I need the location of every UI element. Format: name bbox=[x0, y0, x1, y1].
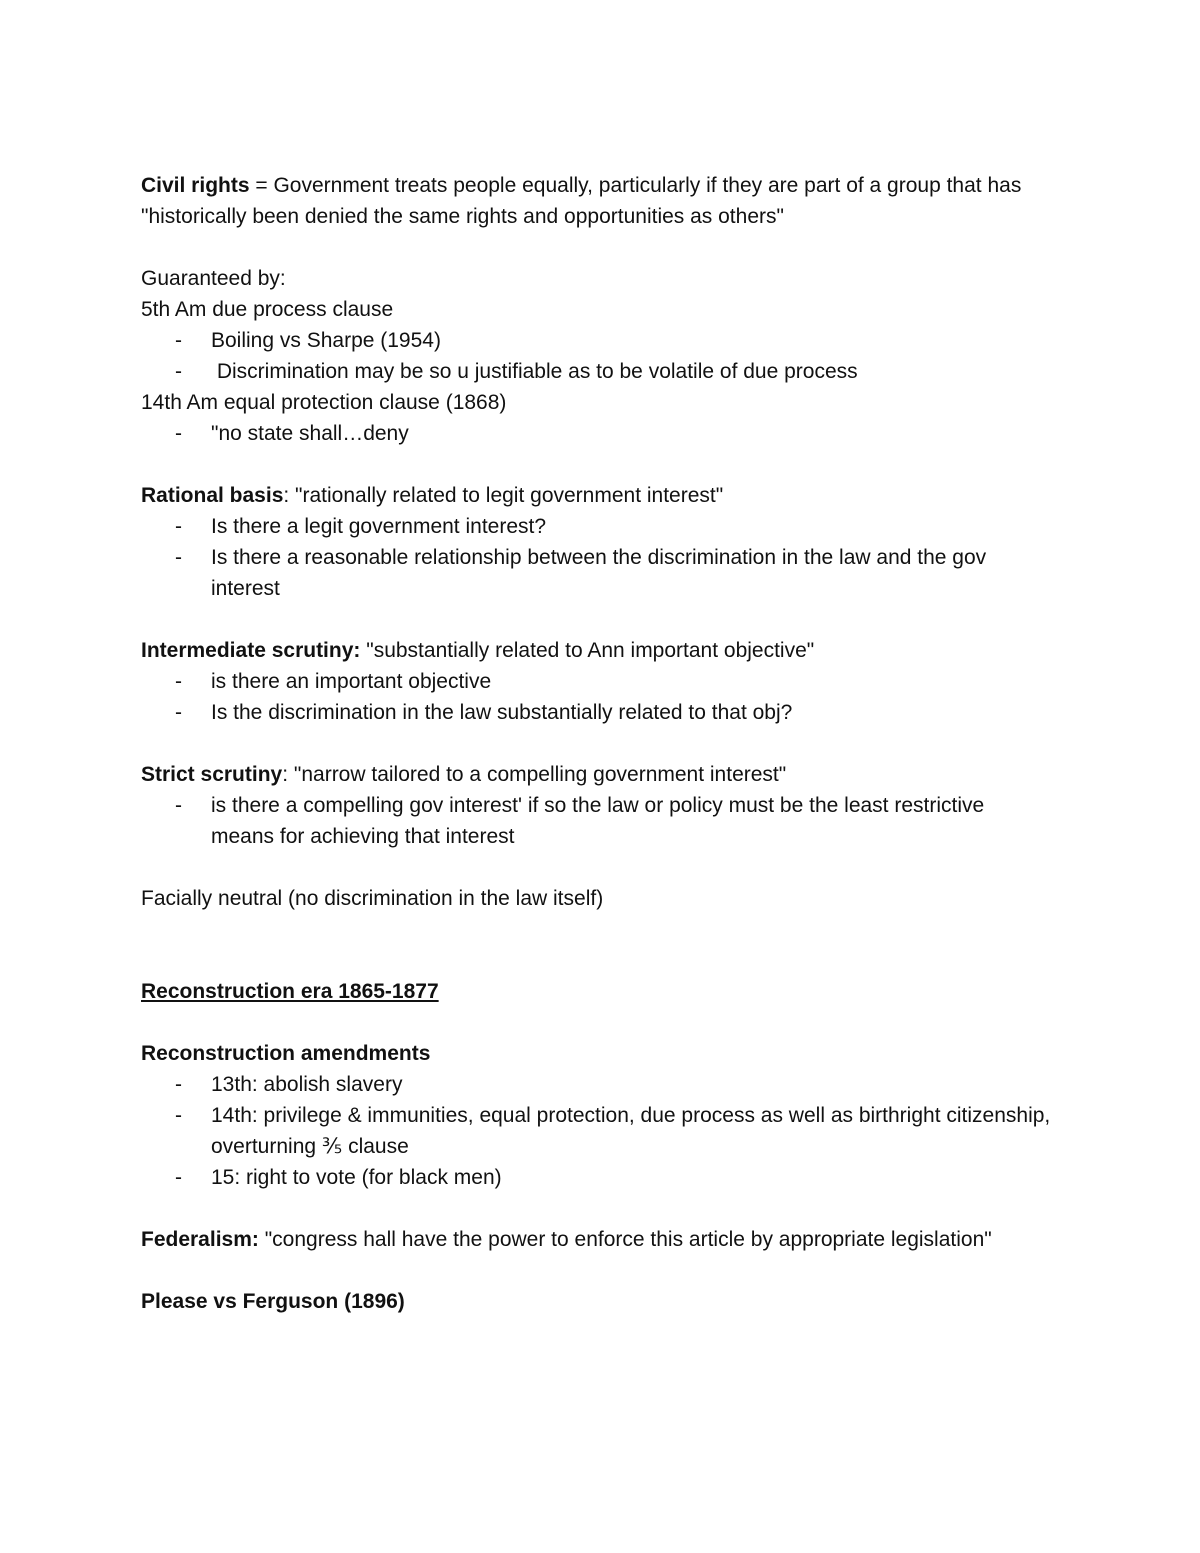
civil-rights-term: Civil rights bbox=[141, 174, 250, 197]
civil-rights-text: = Government treats people equally, particularly if they are part of a group that has "historically been denied the same rights and opportunities as others" bbox=[141, 174, 1028, 228]
bullet-dash: - bbox=[175, 360, 182, 383]
bullet-dash: - bbox=[175, 1104, 182, 1127]
guaranteed-heading: Guaranteed by: bbox=[141, 267, 286, 290]
strict-scrutiny-term: Strict scrutiny bbox=[141, 763, 283, 786]
fourteenth-amendment-line: 14th Am equal protection clause (1868) bbox=[141, 391, 507, 414]
facially-neutral-line: Facially neutral (no discrimination in the law itself) bbox=[141, 887, 604, 910]
list-item: - Is the discrimination in the law substantially related to that obj? bbox=[141, 697, 1051, 728]
list-item: - Boiling vs Sharpe (1954) bbox=[141, 325, 1051, 356]
intermediate-scrutiny-text: "substantially related to Ann important objective" bbox=[360, 639, 815, 662]
bullet-dash: - bbox=[175, 515, 182, 538]
rational-basis-text: : "rationally related to legit government interest" bbox=[283, 484, 724, 507]
fourteenth-amendment-list bbox=[141, 418, 1051, 449]
strict-scrutiny-heading bbox=[141, 759, 1051, 790]
bullet-dash: - bbox=[175, 1166, 182, 1189]
rational-basis-term: Rational basis bbox=[141, 484, 284, 507]
bullet-dash: - bbox=[175, 794, 182, 817]
list-item: - 15: right to vote (for black men) bbox=[141, 1162, 1051, 1193]
civil-rights-definition bbox=[141, 170, 1051, 232]
rational-basis-heading bbox=[141, 480, 1051, 511]
list-item: - Is there a reasonable relationship between the discrimination in the law and the gov interest bbox=[141, 542, 1051, 604]
document-page bbox=[141, 170, 1051, 1317]
reconstruction-era-heading: Reconstruction era 1865-1877 bbox=[141, 980, 439, 1003]
bullet-dash: - bbox=[175, 670, 182, 693]
bullet-dash: - bbox=[175, 701, 182, 724]
federalism-text: "congress hall have the power to enforce this article by appropriate legislation" bbox=[258, 1228, 992, 1251]
strict-scrutiny-list bbox=[141, 790, 1051, 852]
strict-scrutiny-text: : "narrow tailored to a compelling government interest" bbox=[282, 763, 787, 786]
bullet-dash: - bbox=[175, 422, 182, 445]
bullet-dash: - bbox=[175, 1073, 182, 1096]
rational-basis-list bbox=[141, 511, 1051, 604]
federalism-term: Federalism: bbox=[141, 1228, 259, 1251]
fifth-amendment-list bbox=[141, 325, 1051, 387]
intermediate-scrutiny-list bbox=[141, 666, 1051, 728]
list-item: - 13th: abolish slavery bbox=[141, 1069, 1051, 1100]
intermediate-scrutiny-term: Intermediate scrutiny: bbox=[141, 639, 361, 662]
list-item: - 14th: privilege & immunities, equal protection, due process as well as birthright citizenship, overturning ⅗ clause bbox=[141, 1100, 1051, 1162]
bullet-dash: - bbox=[175, 546, 182, 569]
list-item: - Discrimination may be so u justifiable as to be volatile of due process bbox=[141, 356, 1051, 387]
intermediate-scrutiny-heading bbox=[141, 635, 1051, 666]
list-item: - "no state shall…deny bbox=[141, 418, 1051, 449]
list-item: - is there a compelling gov interest' if so the law or policy must be the least restrictive means for achieving that interest bbox=[141, 790, 1051, 852]
reconstruction-amendments-heading: Reconstruction amendments bbox=[141, 1042, 431, 1065]
bullet-dash: - bbox=[175, 329, 182, 352]
fifth-amendment-line: 5th Am due process clause bbox=[141, 298, 394, 321]
federalism-paragraph bbox=[141, 1224, 1051, 1255]
plessy-heading: Please vs Ferguson (1896) bbox=[141, 1290, 405, 1313]
list-item: - Is there a legit government interest? bbox=[141, 511, 1051, 542]
list-item: - is there an important objective bbox=[141, 666, 1051, 697]
reconstruction-amendments-list bbox=[141, 1069, 1051, 1193]
